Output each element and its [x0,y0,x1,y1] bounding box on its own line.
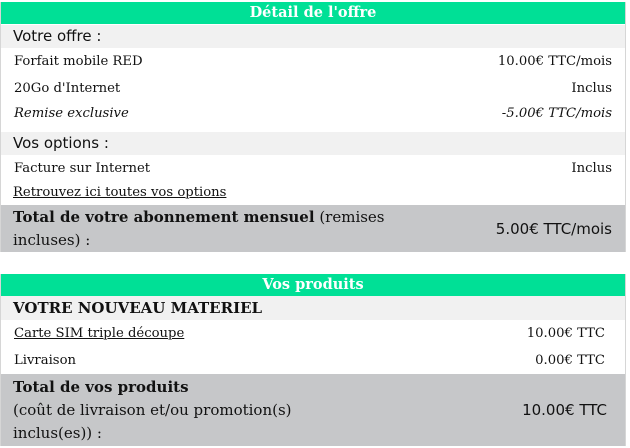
option-row-invoice [1,155,625,182]
products-header: Vos produits [1,274,625,296]
offer-total-value: 5.00€ TTC/mois [495,219,612,238]
row-label: 20Go d'Internet [14,81,121,96]
offer-row-plan [1,48,625,75]
row-label: Livraison [14,353,77,368]
offer-total [1,205,625,252]
offer-header: Détail de l'offre [1,2,625,24]
products-panel [0,274,626,446]
row-label: Forfait mobile RED [14,54,143,69]
products-total-label [1,376,343,445]
product-row-delivery [1,347,625,374]
offer-detail-panel [0,2,626,252]
options-link-row [1,182,625,202]
all-options-link[interactable]: Retrouvez ici toutes vos options [13,184,227,200]
row-value: Inclus [571,81,612,96]
products-total-bold: Total de vos produits [13,377,189,396]
options-title: Vos options : [1,132,625,155]
offer-total-rest: (remises incluses) : [13,207,385,249]
offer-row-discount [1,102,625,124]
product-row-sim [1,320,625,347]
row-label: Remise exclusive [14,105,129,121]
offer-total-label [1,206,413,252]
offer-total-bold: Total de votre abonnement mensuel [13,207,315,226]
row-label: Facture sur Internet [14,161,151,176]
row-value: -5.00€ TTC/mois [501,105,612,121]
products-total-rest: (coût de livraison et/ou promotion(s) inclus(es)) : [13,400,292,442]
products-total [1,374,625,446]
material-title: VOTRE NOUVEAU MATERIEL [1,296,625,320]
row-value: 10.00€ TTC/mois [497,54,612,69]
products-total-value: 10.00€ TTC [522,401,607,419]
row-value: 0.00€ TTC [535,353,605,368]
offer-title: Votre offre : [1,25,625,48]
offer-row-data [1,75,625,102]
row-value: 10.00€ TTC [526,326,605,341]
sim-card-link[interactable]: Carte SIM triple découpe [14,326,185,341]
row-value: Inclus [571,161,612,176]
